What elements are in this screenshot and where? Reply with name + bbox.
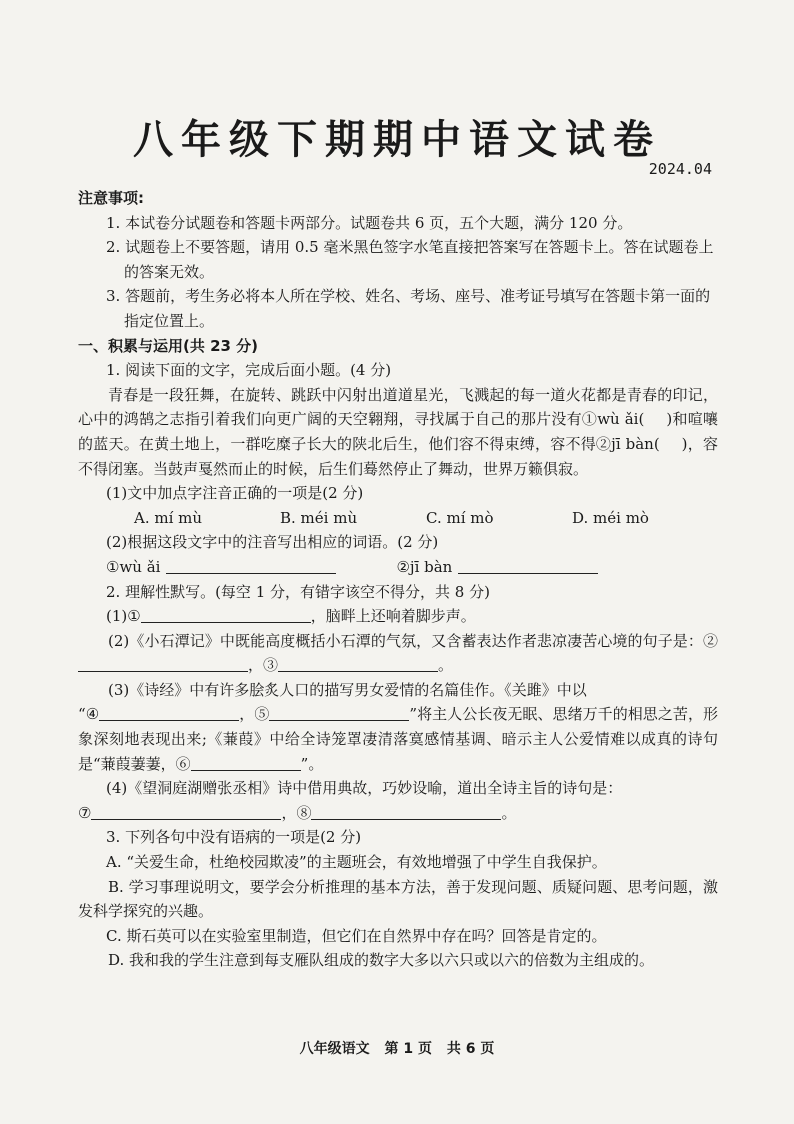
- q3-option-b: B. 学习事理说明文，要学会分析推理的基本方法，善于发现问题、质疑问题、思考问题，激发科学探究的兴趣。: [78, 877, 718, 921]
- q2-line-3: [78, 678, 718, 776]
- footer-page: 第 1 页: [384, 1041, 432, 1057]
- q1-stem: 1. 阅读下面的文字，完成后面小题。(4 分): [106, 361, 392, 380]
- q2-l3-text: (3)《诗经》中有许多脍炙人口的描写男女爱情的名篇佳作。《关雎》中以: [108, 680, 587, 699]
- q1-option-b: B. méi mù: [280, 508, 358, 527]
- q2-l2-text: (2)《小石潭记》中既能高度概括小石潭的气氛，又含蓄表达作者悲凉凄苦心境的句子是：②: [108, 631, 718, 650]
- q2-line-4b: [78, 801, 718, 826]
- q3-stem: 3. 下列各句中没有语病的一项是(2 分): [106, 828, 362, 847]
- q2-l3-sep: ，⑤: [239, 705, 270, 724]
- q1-sub2: (2)根据这段文字中的注音写出相应的词语。(2 分): [106, 533, 439, 552]
- q1-sub1: (1)文中加点字注音正确的一项是(2 分): [106, 484, 364, 503]
- q2-blank-8[interactable]: [311, 803, 501, 820]
- q2-blank-3[interactable]: [278, 655, 438, 672]
- q1-passage-part-c: )，容不得闭塞。当鼓声戛然而止的时候，后生们蓦然停止了舞动，世界万籁俱寂。: [78, 434, 718, 478]
- q2-blank-4[interactable]: [99, 704, 239, 721]
- q1-fill-1-blank[interactable]: [166, 557, 336, 574]
- q1-option-a: A. mí mù: [134, 508, 203, 527]
- q2-l1-label: (1)①: [106, 607, 141, 626]
- q2-line-4: [78, 776, 718, 801]
- footer-subject: 八年级语文: [299, 1041, 370, 1057]
- q1-option-d: D. méi mò: [572, 508, 649, 527]
- exam-content: [78, 186, 718, 973]
- q1-fill-2-blank[interactable]: [458, 557, 598, 574]
- q2-l4-label-7: ⑦: [78, 803, 92, 822]
- q2-blank-5[interactable]: [269, 704, 409, 721]
- q2-l3-body: ”将主人公长夜无眠、思绪万千的相思之苦，形象深刻地表现出来;《蒹葭》中给全诗笼罩凄清落寞感情基调、暗示主人公爱情难以成真的诗句是“蒹葭萋萋，⑥: [78, 705, 718, 773]
- notice-item-2: 2. 试题卷上不要答题，请用 0.5 毫米黑色签字水笔直接把答案写在答题卡上。答在试题卷上的答案无效。: [106, 238, 714, 281]
- q3-option-a: A. “关爱生命，杜绝校园欺凌”的主题班会，有效地增强了中学生自我保护。: [106, 853, 607, 872]
- q2-blank-2[interactable]: [78, 655, 248, 672]
- q1-fill-line: [78, 555, 718, 580]
- section-1-heading: 一、积累与运用(共 23 分): [78, 336, 259, 355]
- q2-l4-label-8: ，⑧: [281, 803, 312, 822]
- q2-line-2: [78, 629, 718, 678]
- q2-l2-sep: ，③: [248, 656, 279, 675]
- notice-item-3: 3. 答题前，考生务必将本人所在学校、姓名、考场、座号、准考证号填写在答题卡第一面的指定位置上。: [106, 287, 711, 330]
- q1-passage-part-a: 青春是一段狂舞，在旋转、跳跃中闪射出道道星光，飞溅起的每一道火花都是青春的印记，心中的鸿鹄之志指引着我们向更广阔的天空翱翔，寻找属于自己的那片没有①wù ǎi(: [78, 385, 718, 429]
- q2-l4-end: 。: [501, 803, 517, 822]
- q2-stem: 2. 理解性默写。(每空 1 分，有错字该空不得分，共 8 分): [106, 582, 490, 601]
- q1-passage: [78, 383, 718, 481]
- q2-l4-text: (4)《望洞庭湖赠张丞相》诗中借用典故，巧妙设喻，道出全诗主旨的诗句是：: [106, 779, 623, 798]
- q2-l1-text: ，脑畔上还响着脚步声。: [310, 607, 476, 626]
- exam-date: 2024.04: [648, 160, 712, 178]
- footer-total: 共 6 页: [446, 1041, 495, 1057]
- q3-option-c: C. 斯石英可以在实验室里制造，但它们在自然界中存在吗？回答是肯定的。: [106, 926, 607, 945]
- notice-item-1: 1. 本试卷分试题卷和答题卡两部分。试题卷共 6 页，五个大题，满分 120 分。: [106, 213, 633, 232]
- page-title: 八年级下期期中语文试卷: [133, 117, 661, 163]
- page-footer: [0, 1038, 794, 1058]
- q1-fill-1-label: ①wù ǎi: [106, 557, 161, 576]
- q2-l3-quote-open: “④: [78, 705, 100, 724]
- q2-blank-1[interactable]: [141, 606, 311, 623]
- q2-blank-7[interactable]: [91, 803, 281, 820]
- q1-option-c: C. mí mò: [426, 508, 494, 527]
- q3-option-d: D. 我和我的学生注意到每支雁队组成的数字大多以六只或以六的倍数为主组成的。: [108, 951, 655, 970]
- q2-blank-6[interactable]: [191, 754, 301, 771]
- q1-fill-2-label: ②jī bàn: [396, 557, 453, 576]
- q2-l3-end: ”。: [300, 754, 324, 773]
- q1-passage-part-b: )和喧嚷的蓝天。在黄土地上，一群吃糜子长大的陕北后生，他们容不得束缚，容不得②jī bàn(: [78, 410, 718, 453]
- notice-heading: 注意事项:: [78, 189, 144, 207]
- q1-options: [78, 506, 718, 531]
- q2-line-1: [78, 604, 718, 629]
- q2-l2-end: 。: [438, 656, 454, 675]
